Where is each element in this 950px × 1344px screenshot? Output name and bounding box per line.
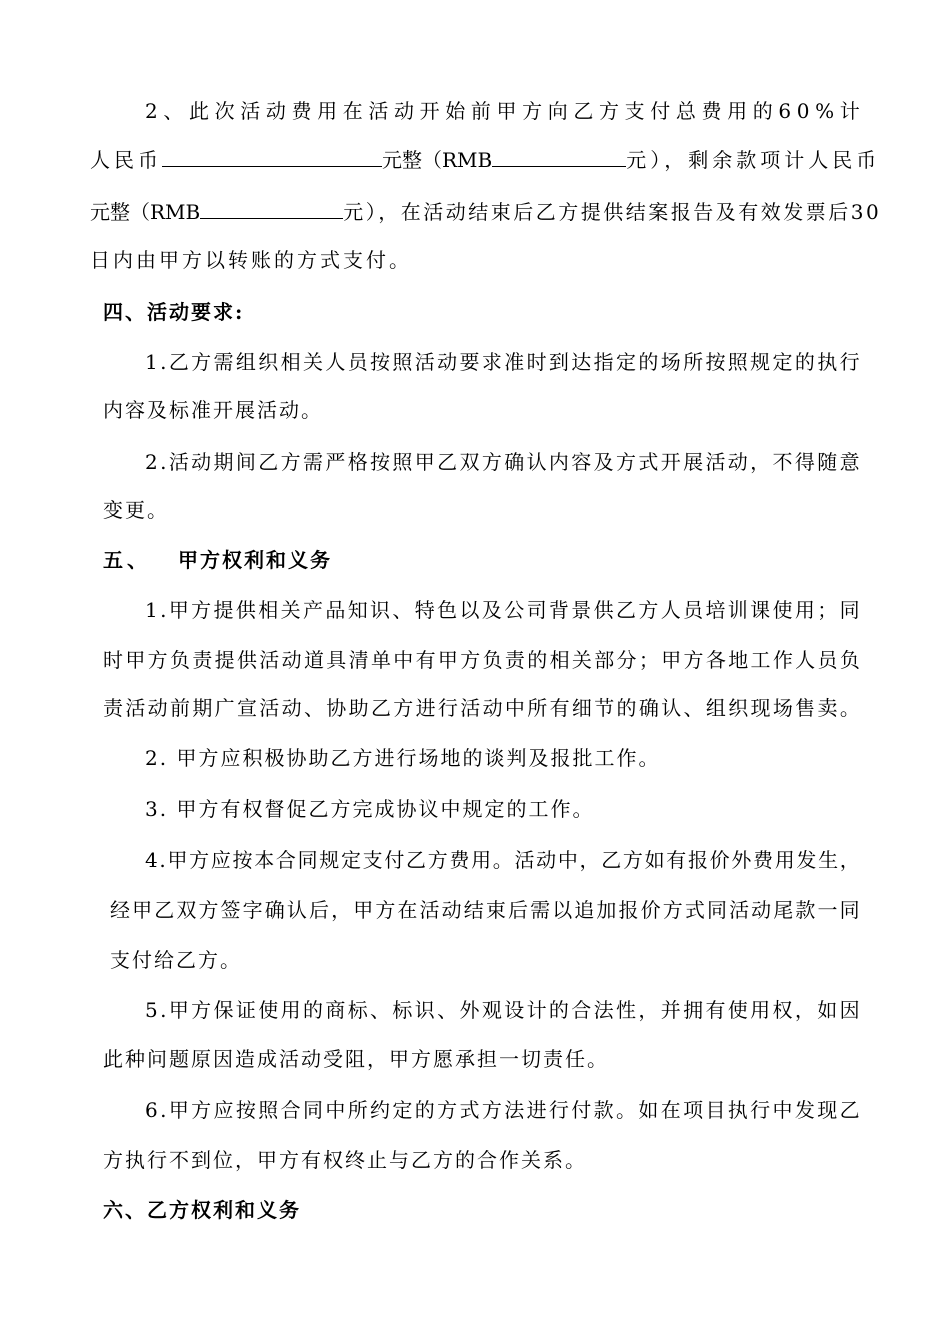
rmb-label: 人民币	[90, 148, 162, 172]
s4-item2-line-2: 变更。	[103, 498, 169, 522]
s4-item2-line-1: 2 . 活 动 期 间 乙 方 需 严 格 按 照 甲 乙 双 方 确 认 内 容 及 方 式 开 展 活 动 ， 不 得 随 意	[145, 450, 860, 474]
s5-item4-line-1: 4 . 甲 方 应 按 本 合 同 规 定 支 付 乙 方 费 用 。 活 动 中 ， 乙 方 如 有 报 价 外 费 用 发 生 ，	[145, 848, 860, 872]
amount-blank-2	[492, 146, 626, 167]
payment-clause-line-2	[90, 146, 881, 174]
yuan-zheng-label-2: 元整（RMB	[90, 200, 201, 224]
s5-item1-line-1: 1 . 甲 方 提 供 相 关 产 品 知 识 、 特 色 以 及 公 司 背 景 供 乙 方 人 员 培 训 课 使 用 ； 同	[145, 598, 860, 622]
s5-item3: 3. 甲方有权督促乙方完成协议中规定的工作。	[145, 797, 595, 821]
s5-item4-line-3: 支付给乙方。	[110, 948, 242, 972]
payment-clause-line-3	[90, 198, 882, 226]
payment-clause-line-4: 日内由甲方以转账的方式支付。	[90, 248, 412, 272]
s5-item5-line-2: 此种问题原因造成活动受阻，甲方愿承担一切责任。	[103, 1047, 609, 1071]
amount-blank-1	[162, 146, 382, 167]
section-5-heading	[103, 546, 332, 574]
section-6-heading: 六、乙方权利和义务	[103, 1198, 301, 1222]
remaining-label: 元），剩余款项计人民币	[626, 148, 881, 172]
s5-item2: 2. 甲方应积极协助乙方进行场地的谈判及报批工作。	[145, 746, 661, 770]
s5-item4-line-2: 经 甲 乙 双 方 签 字 确 认 后 ， 甲 方 在 活 动 结 束 后 需 以 追 加 报 价 方 式 同 活 动 尾 款 一 同	[110, 898, 860, 922]
section-5-number: 五、	[103, 548, 151, 572]
settlement-text: 元），在活动结束后乙方提供结案报告及有效发票后30	[343, 200, 882, 224]
s4-item1-line-2: 内容及标准开展活动。	[103, 398, 323, 422]
section-4-heading: 四、活动要求:	[103, 300, 245, 324]
amount-blank-3	[200, 198, 343, 219]
s5-item1-line-3: 责 活 动 前 期 广 宣 活 动 、 协 助 乙 方 进 行 活 动 中 所 有 细 节 的 确 认 、 组 织 现 场 售 卖 。	[103, 696, 860, 720]
s4-item1-line-1: 1 . 乙 方 需 组 织 相 关 人 员 按 照 活 动 要 求 准 时 到 达 指 定 的 场 所 按 照 规 定 的 执 行	[145, 350, 860, 374]
s5-item6-line-1: 6 . 甲 方 应 按 照 合 同 中 所 约 定 的 方 式 方 法 进 行 付 款 。 如 在 项 目 执 行 中 发 现 乙	[145, 1098, 860, 1122]
s5-item6-line-2: 方执行不到位，甲方有权终止与乙方的合作关系。	[103, 1148, 587, 1172]
s5-item5-line-1: 5 . 甲 方 保 证 使 用 的 商 标 、 标 识 、 外 观 设 计 的 合 法 性 ， 并 拥 有 使 用 权 ， 如 因	[145, 998, 860, 1022]
yuan-zheng-label: 元整（RMB	[382, 148, 493, 172]
section-5-title: 甲方权利和义务	[177, 548, 332, 572]
payment-clause-line-1: 2 、 此 次 活 动 费 用 在 活 动 开 始 前 甲 方 向 乙 方 支 付 总 费 用 的 6 0 % 计	[145, 99, 860, 123]
s5-item1-line-2: 时 甲 方 负 责 提 供 活 动 道 具 清 单 中 有 甲 方 负 责 的 相 关 部 分 ； 甲 方 各 地 工 作 人 员 负	[103, 648, 860, 672]
